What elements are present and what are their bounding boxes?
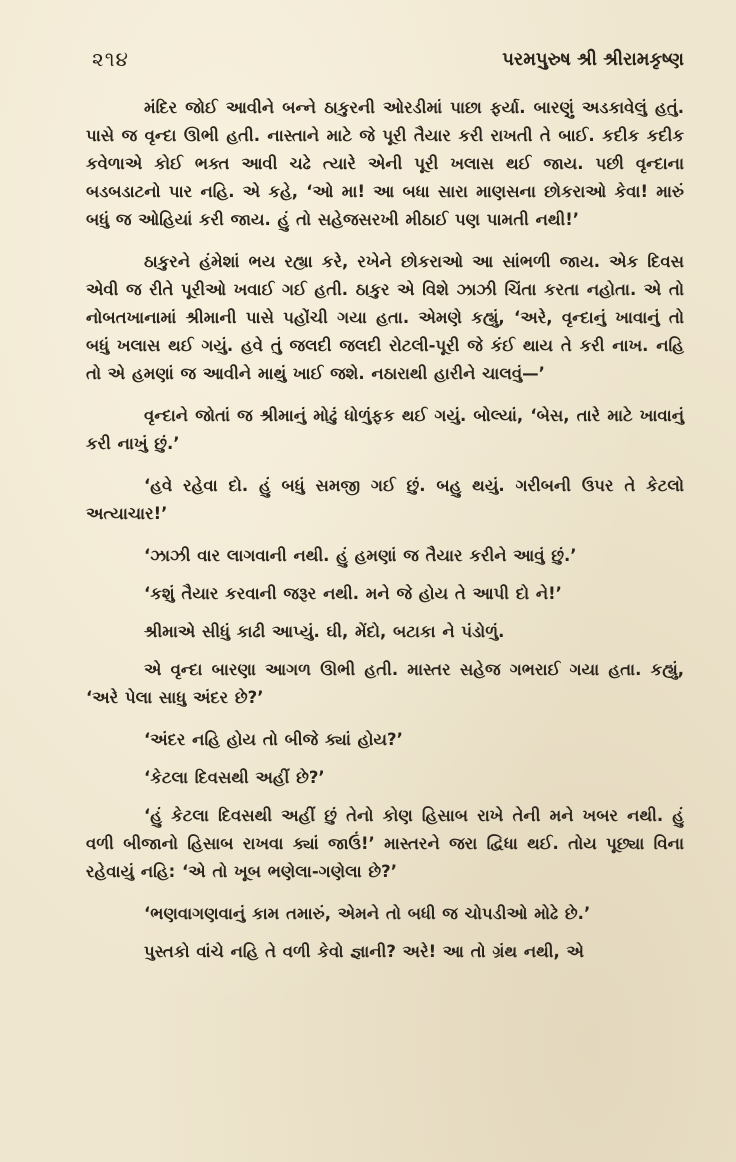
paragraph: મંદિર જોઈ આવીને બન્ને ઠાકુરની ઓરડીમાં પાછા ફર્યા. બારણું અડકાવેલું હતું. પાસે જ વૃન્દા ઊભી હતી. નાસ્તાને માટે જે પૂરી તૈયાર કરી રાખતી તે બાઈ. કદીક કદીક કવેળાએ કોઈ ભક્ત આવી ચઢે ત્યારે એની પૂરી ખલાસ થઈ જાય. પછી વૃન્દાના બડબડાટનો પાર નહિ. એ કહે, ‘ઓ મા! આ બધા સારા માણસના છોકરાઓ કેવા! મારું બધું જ ઓહિયાં કરી જાય. હું તો સહેજસરખી મીઠાઈ પણ પામતી નથી!’ — [86, 98, 684, 229]
paragraph: શ્રીમાએ સીધું કાઢી આપ્યું. ઘી, મેંદો, બટાકા ને પંડોળું. — [144, 622, 505, 641]
paragraph: એ વૃન્દા બારણા આગળ ઊભી હતી. માસ્તર સહેજ ગભરાઈ ગયા હતા. કહ્યું, ‘અરે પેલા સાધુ અંદર છે?’ — [86, 660, 684, 707]
paragraph: ‘કેટલા દિવસથી અહીં છે?’ — [144, 768, 325, 787]
paragraph: ‘અંદર નહિ હોય તો બીજે ક્યાં હોય?’ — [144, 730, 403, 749]
page-header — [92, 44, 684, 74]
paragraph: પુસ્તકો વાંચે નહિ તે વળી કેવો જ્ઞાની? અરે! આ તો ગ્રંથ નથી, એ — [144, 942, 584, 961]
paragraph: ઠાકુરને હંમેશાં ભય રહ્યા કરે, રખેને છોકરાઓ આ સાંભળી જાય. એક દિવસ એવી જ રીતે પૂરીઓ ખવાઈ ગઈ હતી. ઠાકુર એ વિશે ઝાઝી ચિંતા કરતા નહોતા. એ તો નોબતખાનામાં શ્રીમાની પાસે પહોંચી ગયા હતા. એમણે કહ્યું, ‘અરે, વૃન્દાનું ખાવાનું તો બધું ખલાસ થઈ ગયું. હવે તું જલદી જલદી રોટલી-પૂરી જે કંઈ થાય તે કરી નાખ. નહિ તો એ હમણાં જ આવીને માથું ખાઈ જશે. નઠારાથી હારીને ચાલવું—’ — [86, 252, 684, 383]
page-number: ૨૧૪ — [92, 47, 129, 71]
paragraph: ‘ભણવાગણવાનું કામ તમારું, એમને તો બધી જ ચોપડીઓ મોઢે છે.’ — [144, 904, 591, 923]
paragraph: ‘કશું તૈયાર કરવાની જરૂર નથી. મને જે હોય તે આપી દો ને!’ — [144, 584, 562, 603]
paragraph: ‘હવે રહેવા દો. હું બધું સમજી ગઈ છું. બહુ થયું. ગરીબની ઉપર તે કેટલો અત્યાચાર!’ — [86, 476, 684, 523]
paragraph: ‘હું કેટલા દિવસથી અહીં છું તેનો કોણ હિસાબ રાખે તેની મને ખબર નથી. હું વળી બીજાનો હિસાબ રાખવા ક્યાં જાઉં!’ માસ્તરને જરા દ્વિધા થઈ. તોય પૂછ્યા વિના રહેવાયું નહિ: ‘એ તો ખૂબ ભણેલા-ગણેલા છે?’ — [86, 806, 684, 881]
paragraph: ‘ઝાઝી વાર લાગવાની નથી. હું હમણાં જ તૈયાર કરીને આવું છું.’ — [144, 546, 577, 565]
body-text — [86, 94, 684, 976]
running-head: પરમપુરુષ શ્રી શ્રીરામકૃષ્ણ — [502, 48, 684, 70]
paragraph: વૃન્દાને જોતાં જ શ્રીમાનું મોઢું ધોળુંફક થઈ ગયું. બોલ્યાં, ‘બેસ, તારે માટે ખાવાનું કરી નાખું છું.’ — [86, 406, 684, 453]
